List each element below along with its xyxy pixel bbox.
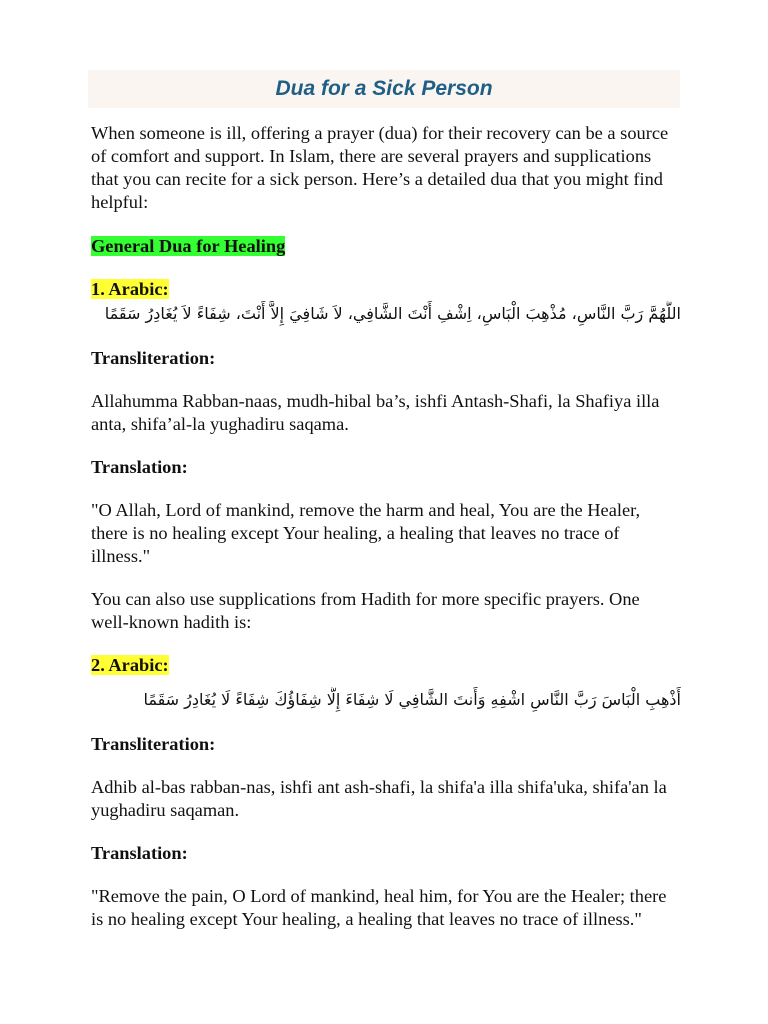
title-banner: [88, 70, 680, 108]
dua1-transliteration-label: Transliteration:: [91, 348, 216, 368]
dua1-translation-text: "O Allah, Lord of mankind, remove the harm and heal, You are the Healer, there is no healing except Your healing, a healing that leaves no trace of illness.": [91, 500, 641, 566]
bridge-paragraph: You can also use supplications from Hadith for more specific prayers. One well-known hadith is:: [91, 589, 640, 632]
section-heading-highlight: General Dua for Healing: [91, 236, 286, 256]
dua2-translation-text: "Remove the pain, O Lord of mankind, heal him, for You are the Healer; there is no healing except Your healing, a healing that leaves no trace of illness.": [91, 886, 667, 929]
dua1-translation-label: Translation:: [91, 457, 188, 477]
page-title: Dua for a Sick Person: [275, 77, 493, 100]
intro-paragraph: When someone is ill, offering a prayer (dua) for their recovery can be a source of comfort and support. In Islam, there are several prayers and supplications that you can recite for a sick person. Here’s a detailed dua that you might find helpful:: [91, 123, 669, 212]
dua2-transliteration-label: Transliteration:: [91, 734, 216, 754]
dua1-arabic-label-highlight: 1. Arabic:: [91, 279, 169, 299]
dua2-arabic-label-highlight: 2. Arabic:: [91, 655, 169, 675]
dua2-arabic-text: أَذْهِبِ الْبَاسَ رَبَّ النَّاسِ اشْفِهِ وَأَنتَ الشَّافِي لَا شِفَاءَ إِلَّا شِفَاؤُكَ شِفَاءً لَا يُغَادِرُ سَقَمًا: [143, 690, 681, 709]
dua1-transliteration-text: Allahumma Rabban-naas, mudh-hibal ba’s, ishfi Antash-Shafi, la Shafiya illa anta, shifa’al-la yughadiru saqama.: [91, 391, 660, 434]
dua2-transliteration-text: Adhib al-bas rabban-nas, ishfi ant ash-shafi, la shifa'a illa shifa'uka, shifa'an la yughadiru saqaman.: [91, 777, 667, 820]
section-heading: [91, 235, 681, 258]
dua1-arabic-text: اللَّهُمَّ رَبَّ النَّاسِ، مُذْهِبَ الْبَاسِ، اِشْفِ أَنْتَ الشَّافِي، لاَ شَافِيَ إِلاَّ أَنْتَ، شِفَاءً لاَ يُغَادِرُ سَقَمًا: [104, 304, 681, 323]
dua1-arabic-label: [91, 278, 681, 301]
document-body: [91, 122, 681, 931]
dua2-translation-label: Translation:: [91, 843, 188, 863]
dua2-arabic-label: [91, 654, 681, 677]
